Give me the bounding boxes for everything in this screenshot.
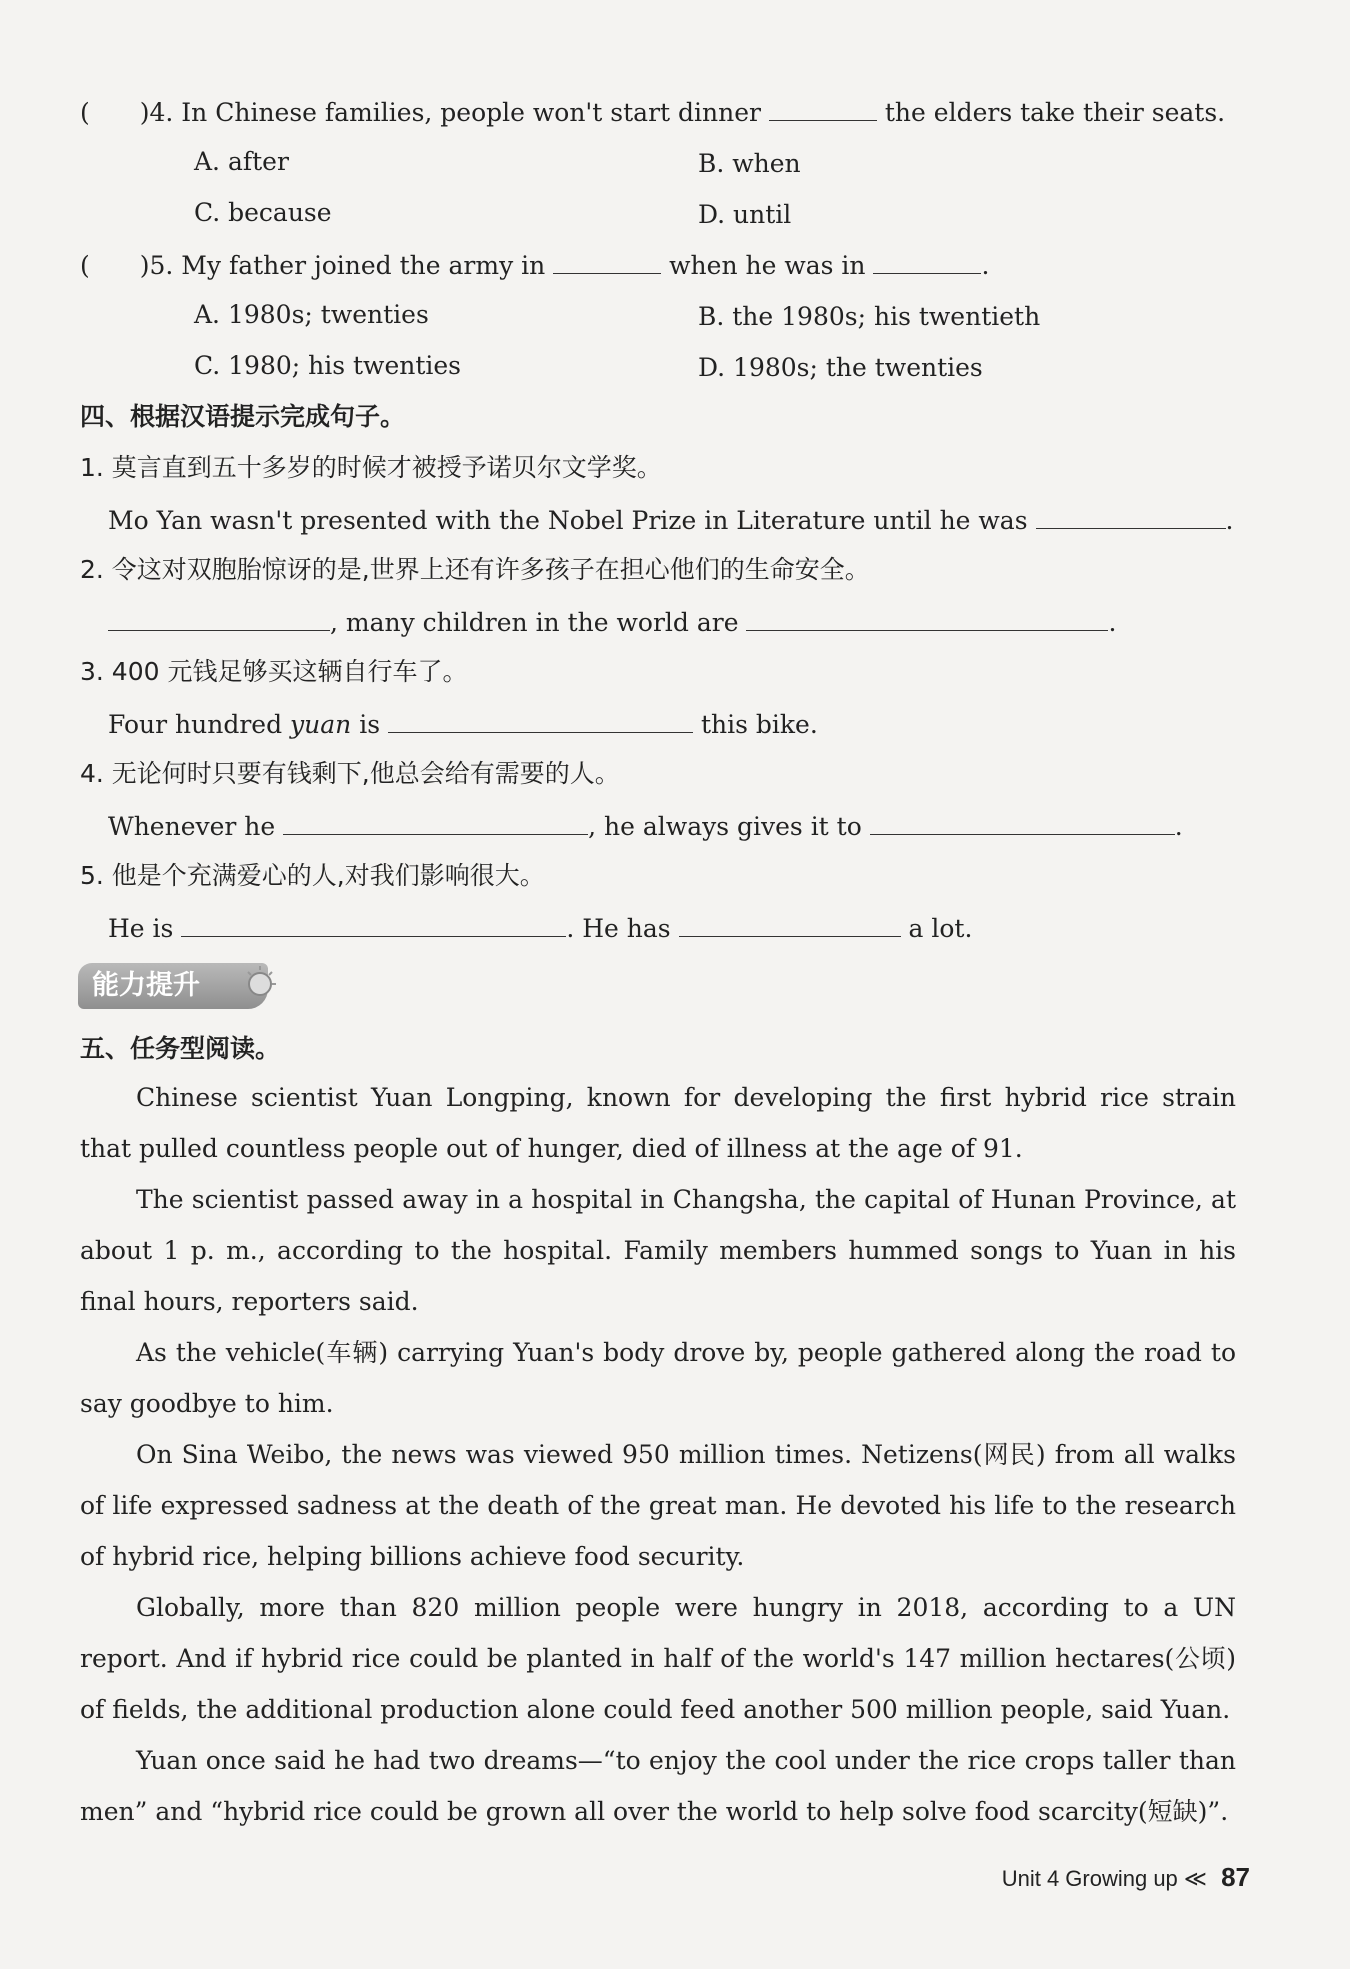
option-c[interactable]: C. 1980; his twenties [194, 351, 462, 380]
sentence-1-text: Mo Yan wasn't presented with the Nobel Prize in Literature until he was [108, 506, 1028, 535]
question-4-stem [80, 98, 1225, 125]
answer-blank[interactable] [870, 812, 1175, 835]
sentence-4-chinese: 4. 无论何时只要有钱剩下,他总会给有需要的人。 [80, 759, 620, 788]
reading-paragraph: Chinese scientist Yuan Longping, known for developing the first hybrid rice strain that pulled countless people out of hunger, died of illness at the age of 91. [80, 1083, 1236, 1163]
answer-blank[interactable] [873, 251, 981, 274]
option-b[interactable]: B. when [698, 149, 801, 178]
sentence-3-chinese: 3. 400 元钱足够买这辆自行车了。 [80, 657, 468, 686]
answer-blank[interactable] [769, 98, 877, 121]
question-5-period: . [981, 251, 990, 280]
sentence-5-mid: . He has [566, 914, 671, 943]
option-d[interactable]: D. until [698, 200, 792, 229]
ability-badge: 能力提升 [78, 963, 268, 1009]
answer-blank[interactable] [746, 608, 1108, 631]
answer-blank[interactable] [108, 608, 330, 631]
reading-paragraph: The scientist passed away in a hospital in Changsha, the capital of Hunan Province, at about 1 p. m., according to the hospital. Family members hummed songs to Yuan in his final hours, reporters said. [80, 1185, 1236, 1316]
page-footer [1002, 1862, 1250, 1893]
double-chevron-icon: ≪ [1183, 1866, 1207, 1891]
lightbulb-icon [240, 962, 280, 1002]
question-5-stem [80, 251, 989, 278]
question-4-text: ( )4. In Chinese families, people won't start dinner [80, 98, 761, 127]
reading-paragraph: Yuan once said he had two dreams—“to enjoy the cool under the rice crops taller than men” and “hybrid rice could be grown all over the world to help solve food scarcity(短缺)”. [80, 1746, 1236, 1826]
sentence-2-chinese: 2. 令这对双胞胎惊讶的是,世界上还有许多孩子在担心他们的生命安全。 [80, 555, 870, 584]
answer-blank[interactable] [388, 710, 693, 733]
sentence-5-text: He is [108, 914, 174, 943]
sentence-4-english: Whenever he , he always gives it to . [108, 812, 1183, 841]
sentence-5-chinese: 5. 他是个充满爱心的人,对我们影响很大。 [80, 861, 545, 890]
sentence-3-yuan: yuan [290, 710, 352, 739]
question-5-text: ( )5. My father joined the army in [80, 251, 546, 280]
sentence-5-end: a lot. [908, 914, 973, 943]
sentence-5-english [108, 914, 972, 941]
option-b[interactable]: B. the 1980s; his twentieth [698, 302, 1041, 331]
option-a[interactable]: A. after [194, 147, 289, 176]
option-a[interactable]: A. 1980s; twenties [194, 300, 429, 329]
question-4-text-end: the elders take their seats. [884, 98, 1226, 127]
sentence-3-end: this bike. [700, 710, 818, 739]
sentence-2-english: , many children in the world are . [108, 608, 1116, 635]
reading-paragraph: As the vehicle(车辆) carrying Yuan's body drove by, people gathered along the road to say goodbye to him. [80, 1338, 1236, 1418]
unit-label: Unit 4 Growing up [1001, 1866, 1178, 1891]
sentence-1-chinese: 1. 莫言直到五十多岁的时候才被授予诺贝尔文学奖。 [80, 453, 662, 482]
sentence-1-english: Mo Yan wasn't presented with the Nobel Prize in Literature until he was . [108, 506, 1234, 535]
sentence-2-text: , many children in the world are [330, 608, 739, 637]
sentence-4-mid: , he always gives it to [588, 812, 862, 841]
page-number: 87 [1221, 1862, 1250, 1892]
section-4-title: 四、根据汉语提示完成句子。 [80, 402, 406, 431]
section-5-title: 五、任务型阅读。 [80, 1034, 281, 1063]
sentence-3-english [108, 710, 818, 737]
option-c[interactable]: C. because [194, 198, 332, 227]
sentence-3-is: is [359, 710, 381, 739]
answer-blank[interactable] [553, 251, 661, 274]
option-d[interactable]: D. 1980s; the twenties [698, 353, 983, 382]
answer-blank[interactable] [283, 812, 588, 835]
sentence-3-text: Four hundred [108, 710, 283, 739]
answer-blank[interactable] [679, 914, 901, 937]
reading-paragraph: On Sina Weibo, the news was viewed 950 million times. Netizens(网民) from all walks of life expressed sadness at the death of the great man. He devoted his life to the research of hybrid rice, helping billions achieve food security. [80, 1440, 1236, 1571]
answer-blank[interactable] [1036, 506, 1226, 529]
answer-blank[interactable] [181, 914, 566, 937]
question-5-text-mid: when he was in [669, 251, 866, 280]
reading-paragraph: Globally, more than 820 million people were hungry in 2018, according to a UN report. And if hybrid rice could be planted in half of the world's 147 million hectares(公顷) of fields, the additional production alone could feed another 500 million people, said Yuan. [80, 1593, 1236, 1724]
sentence-4-text: Whenever he [108, 812, 276, 841]
